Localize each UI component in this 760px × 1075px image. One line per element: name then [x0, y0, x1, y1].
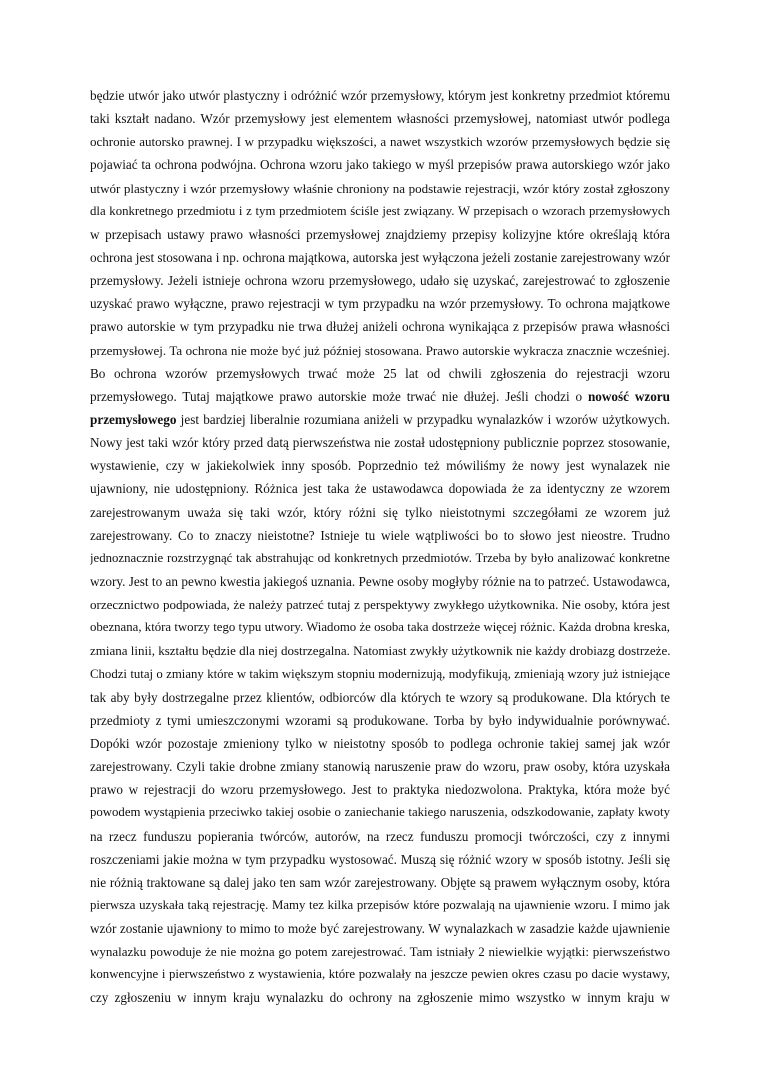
text-line: obeznana, która tworzy tego typu utwory. Wiadomo że osoba taka dostrzeże więcej różnic. Każda drobna kreska,: [90, 620, 670, 635]
text-line: zarejestrowany. Co to znaczy nieistotne? Istnieje tu wiele wątpliwości bo to słowo jest nieostre. Trudno: [90, 527, 670, 543]
text-line: Dopóki wzór pozostaje zmieniony tylko w nieistotny sposób to podlega ochronie takiej samej jak wzór: [90, 735, 670, 751]
text-line: Nowy jest taki wzór który przed datą pierwszeństwa nie został udostępniony publicznie poprzez stosowanie,: [90, 435, 670, 451]
text-line: wystawienie, czy w jakiekolwiek inny sposób. Poprzednio też mówiliśmy że nowy jest wynalazek nie: [90, 458, 670, 474]
text-line: przedmioty z tymi umieszczonymi wzorami są produkowane. Torba by było indywidualnie porównywać.: [90, 712, 670, 728]
document-body: [90, 84, 670, 1010]
text-line: orzecznictwo podpowiada, że należy patrzeć tutaj z perspektywy zwykłego użytkownika. Nie osoby, która jest: [90, 597, 670, 613]
text-line-with-bold: [90, 408, 670, 431]
text-line: zarejestrowany. Czyli takie drobne zmiany stanowią naruszenie praw do wzoru, praw osoby, która uzyskała: [90, 759, 670, 775]
text-line: uzyskać prawo wyłączne, prawo rejestracji w tym przypadku na wzór przemysłowy. To ochrona majątkowe: [90, 296, 670, 312]
text-line: wynalazku powoduje że nie można go potem zarejestrować. Tam istniały 2 niewielkie wyjątki: pierwszeństwo: [90, 944, 670, 960]
text-line: nie różnią traktowane są dalej jako ten sam wzór zarejestrowany. Objęte są prawem wyłącznym osoby, która: [90, 874, 670, 890]
text-line: utwór plastyczny i wzór przemysłowy właśnie chroniony na podstawie rejestracji, wzór który został zgłoszony: [90, 180, 670, 196]
text-line: pojawiać ta ochrona podwójna. Ochrona wzoru jako takiego w myśl przepisów prawa autorskiego wzór jako: [90, 157, 670, 173]
text-line: jednoznacznie rozstrzygnąć tak abstrahując od konkretnych przedmiotów. Trzeba by było analizować konkretne: [90, 550, 670, 565]
text-segment: jest bardziej liberalnie rozumiana aniżeli w przypadku wynalazków i wzorów użytkowych.: [180, 411, 670, 427]
text-line-with-bold: [90, 385, 670, 408]
text-segment: przemysłowego. Tutaj majątkowe prawo autorskie może trwać nie dłużej. Jeśli chodzi o: [90, 388, 583, 404]
text-line: konwencyjne i pierwszeństwo z wystawienia, które pozwalały na jeszcze pewien okres czasu po dacie wystawy,: [90, 967, 670, 982]
text-line: pierwsza uzyskała taką rejestrację. Mamy tez kilka przepisów które pozwalają na ujawnienie wzoru. I mimo jak: [90, 897, 670, 912]
text-line: przemysłowej. Ta ochrona nie może być już później stosowana. Prawo autorskie wykracza znacznie wcześniej.: [90, 342, 670, 358]
text-line: powodem wystąpienia przeciwko takiej osobie o zaniechanie takiego naruszenia, odszkodowanie, zapłaty kwoty: [90, 805, 670, 820]
text-line: czy zgłoszeniu w innym kraju wynalazku do ochrony na zgłoszenie mimo wszystko w innym kraju w: [90, 990, 670, 1006]
bold-term: przemysłowego: [90, 411, 177, 427]
text-line: Chodzi tutaj o zmiany które w takim większym stopniu modernizują, modyfikują, zmieniają wzory już istniejące: [90, 666, 670, 681]
text-line: w przepisach ustawy prawo własności przemysłowej znajdziemy przepisy kolizyjne które określają która: [90, 226, 670, 242]
text-line: tak aby były dostrzegalne przez klientów, odbiorców dla których te wzory są produkowane. Dla których te: [90, 689, 670, 705]
text-line: wzór zostanie ujawniony to mimo to może być zarejestrowany. W wynalazkach w zasadzie każde ujawnienie: [90, 921, 670, 937]
text-line: Bo ochrona wzorów przemysłowych trwać może 25 lat od chwili zgłoszenia do rejestracji wzoru: [90, 365, 670, 381]
text-line: prawo w rejestracji do wzoru przemysłowego. Jest to praktyka niedozwolona. Praktyka, która może być: [90, 782, 670, 798]
text-line: roszczeniami jakie można w tym przypadku wystosować. Muszą się różnić wzory w sposób istotny. Jeśli się: [90, 851, 670, 867]
text-line: taki kształt nadano. Wzór przemysłowy jest elementem własności przemysłowej, natomiast utwór podlega: [90, 111, 670, 127]
text-line: ochronie autorsko prawnej. I w przypadku większości, a nawet wszystkich wzorów przemysłowych będzie się: [90, 134, 670, 150]
text-line: ujawniony, nie udostępniony. Różnica jest taka że ustawodawca dopowiada że za identyczny ze wzorem: [90, 481, 670, 497]
bold-term: nowość wzoru: [587, 388, 670, 404]
text-line: zmiana linii, kształtu będzie dla niej dostrzegalna. Natomiast zwykły użytkownik nie każdy drobiazg dostrzeże.: [90, 643, 670, 659]
text-line: na rzecz funduszu popierania twórców, autorów, na rzecz funduszu promocji twórczości, czy z innymi: [90, 828, 670, 844]
text-line: prawo autorskie w tym przypadku nie trwa dłużej aniżeli ochrona wynikająca z przepisów prawa własności: [90, 319, 670, 335]
text-line: dla konkretnego przedmiotu i z tym przedmiotem ściśle jest związany. W przepisach o wzorach przemysłowych: [90, 203, 670, 218]
text-line: wzory. Jest to an pewno kwestia jakiegoś uznania. Pewne osoby mogłyby różnie na to patrzeć. Ustawodawca,: [90, 573, 670, 589]
text-line: będzie utwór jako utwór plastyczny i odróżnić wzór przemysłowy, którym jest konkretny przedmiot któremu: [90, 88, 670, 103]
text-line: zarejestrowanym uważa się taki wzór, który różni się tylko nieistotnymi szczegółami ze wzorem już: [90, 504, 670, 520]
text-line: ochrona jest stosowana i np. ochrona majątkowa, autorska jest wyłączona jeżeli zostanie zarejestrowany wzór: [90, 249, 670, 265]
text-line: przemysłowy. Jeżeli istnieje ochrona wzoru przemysłowego, udało się uzyskać, zarejestrować to zgłoszenie: [90, 273, 670, 289]
